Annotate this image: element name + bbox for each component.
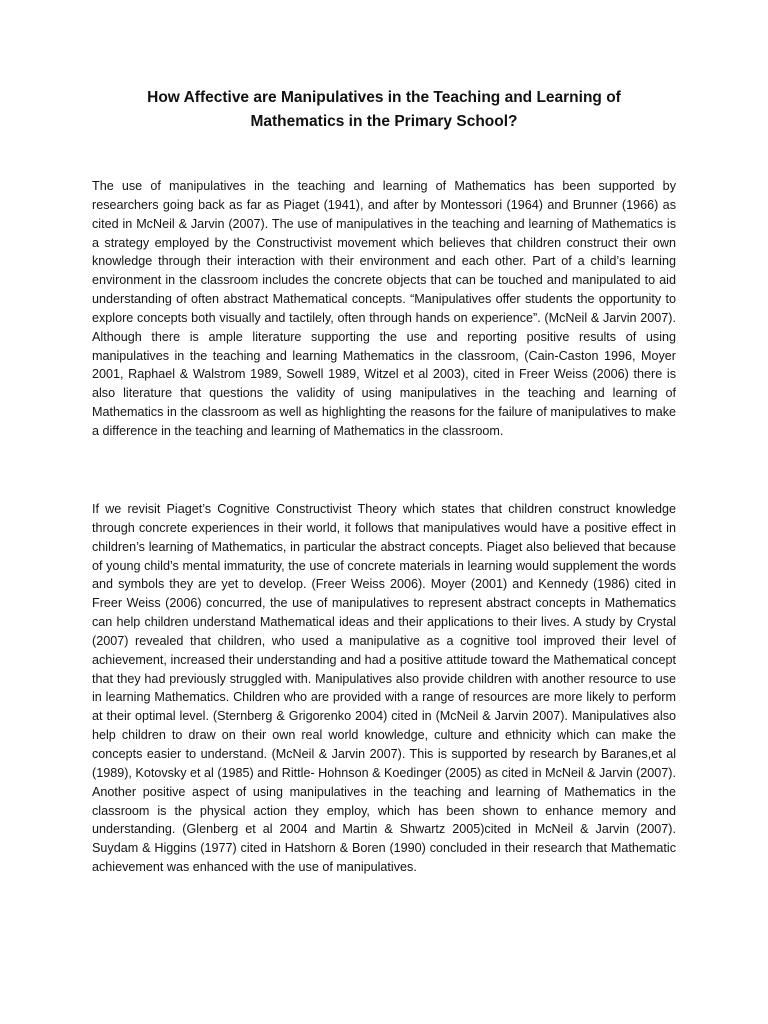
title-line-2: Mathematics in the Primary School? <box>250 113 518 130</box>
body-paragraph-1: The use of manipulatives in the teaching and learning of Mathematics has been supported by researchers going back as far as Piaget (1941), and after by Montessori (1964) and Brunner (1966) as cited in McNeil & Jarvin (2007). The use of manipulatives in the teaching and learning of Mathematics is a strategy employed by the Constructivist movement which believes that children construct their own knowledge through their interaction with their environment and each other. Part of a child’s learning environment in the classroom includes the concrete objects that can be touched and manipulated to aid understanding of often abstract Mathematical concepts. “Manipulatives offer students the opportunity to explore concepts both visually and tactilely, often through hands on experience”. (McNeil & Jarvin 2007). Although there is ample literature supporting the use and reporting positive results of using manipulatives in the teaching and learning Mathematics in the classroom, (Cain-Caston 1996, Moyer 2001, Raphael & Walstrom 1989, Sowell 1989, Witzel et al 2003), cited in Freer Weiss (2006) there is also literature that questions the validity of using manipulatives in the teaching and learning of Mathematics in the classroom as well as highlighting the reasons for the failure of manipulatives to make a difference in the teaching and learning of Mathematics in the classroom. <box>92 179 676 438</box>
document-title <box>92 86 676 134</box>
title-line-1: How Affective are Manipulatives in the Teaching and Learning of <box>147 89 621 106</box>
body-paragraph-2: If we revisit Piaget’s Cognitive Constructivist Theory which states that children construct knowledge through concrete experiences in their world, it follows that manipulatives would have a positive effect in children’s learning of Mathematics, in particular the abstract concepts. Piaget also believed that because of young child’s mental immaturity, the use of concrete materials in learning would supplement the words and symbols they are yet to develop. (Freer Weiss 2006). Moyer (2001) and Kennedy (1986) cited in Freer Weiss (2006) concurred, the use of manipulatives to represent abstract concepts in Mathematics can help children understand Mathematical ideas and their applications to their lives. A study by Crystal (2007) revealed that children, who used a manipulative as a cognitive tool improved their level of achievement, increased their understanding and had a positive attitude toward the Mathematical concept that they had previously struggled with. Manipulatives also provide children with another resource to use in learning Mathematics. Children who are provided with a range of resources are more likely to perform at their optimal level. (Sternberg & Grigorenko 2004) cited in (McNeil & Jarvin 2007). Manipulatives also help children to draw on their own real world knowledge, culture and ethnicity which can make the concepts easier to understand. (McNeil & Jarvin 2007). This is supported by research by Baranes,et al (1989), Kotovsky et al (1985) and Rittle- Hohnson & Koedinger (2005) as cited in McNeil & Jarvin (2007). Another positive aspect of using manipulatives in the teaching and learning of Mathematics in the classroom is the physical action they employ, which has been shown to enhance memory and understanding. (Glenberg et al 2004 and Martin & Shwartz 2005)cited in McNeil & Jarvin (2007). Suydam & Higgins (1977) cited in Hatshorn & Boren (1990) concluded in their research that Mathematic achievement was enhanced with the use of manipulatives. <box>92 502 676 875</box>
